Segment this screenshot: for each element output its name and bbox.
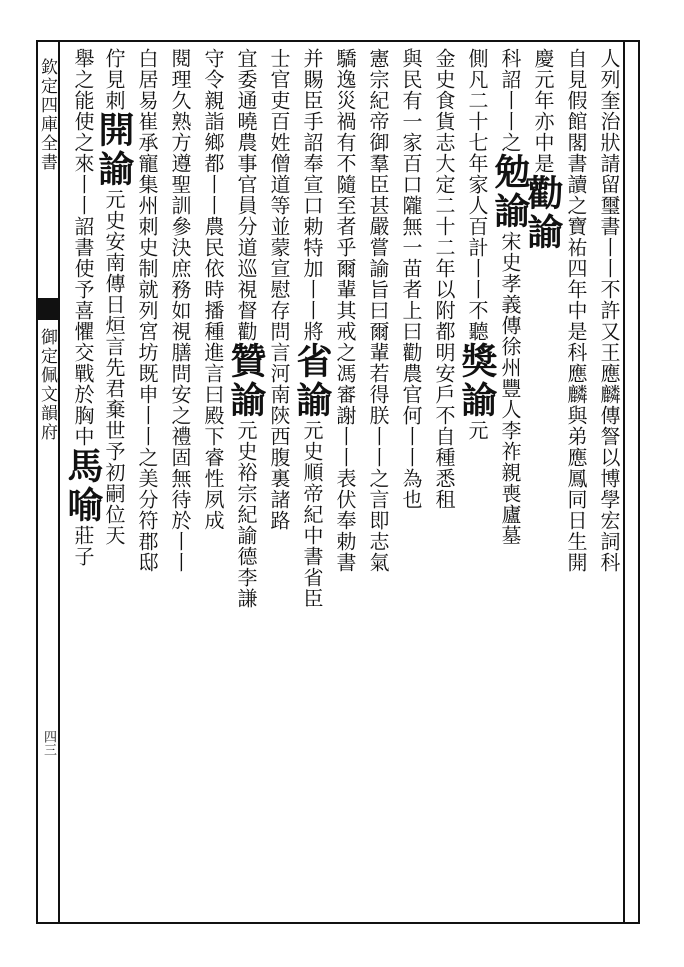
column-2-part-1: 自見假館閣書讀之寶祐四年中是科應麟與弟應鳳同日生開 bbox=[564, 48, 588, 573]
column-8-part-1: 憲宗紀帝御羣臣甚嚴嘗諭旨曰爾輩若得朕丨丨之言即志氣 bbox=[366, 48, 390, 573]
column-17-part-1: 舉之能 bbox=[71, 48, 95, 111]
column-16-part-1: 佇見刺 bbox=[102, 48, 126, 111]
column-10-part-2: 省諭 bbox=[291, 342, 333, 420]
column-17-part-3: 馬喻 bbox=[62, 447, 104, 525]
column-9-part-1: 驕逸災禍有不隨至者乎爾輩其戒之馮審謝丨丨表伏奉勅書 bbox=[333, 48, 357, 573]
column-4-part-2: 勉諭 bbox=[489, 153, 531, 231]
column-13-part-1: 守令親詣鄉都丨丨農民依時播種 bbox=[201, 48, 225, 342]
column-16-part-2: 開諭 bbox=[93, 111, 135, 189]
column-5-part-3: 元 bbox=[465, 420, 489, 441]
column-12-part-3: 元史裕宗紀諭德李謙 bbox=[234, 420, 258, 609]
column-3-part-2: 勸諭 bbox=[522, 174, 564, 252]
column-12-part-1: 宜委通曉農事官員分道巡視督勸 bbox=[234, 48, 258, 342]
column-17-part-2: 使之來丨丨詔書使予喜懼交戰於胸中 bbox=[71, 111, 95, 447]
column-3-part-1: 慶元年亦中是 bbox=[531, 48, 555, 174]
column-11-part-1: 士官吏百姓僧道等並蒙宣慰存問 bbox=[267, 48, 291, 342]
column-5-part-1: 側凡二十七年家人百計丨丨不聽 bbox=[465, 48, 489, 342]
column-7-part-1: 與民有一家百口隴無一苗者上曰勸農官何丨丨為也 bbox=[399, 48, 423, 510]
column-6-part-1: 金史食貨志大定二十二年以附都明安戶不自種悉租 bbox=[432, 48, 456, 510]
column-12-part-2: 贊諭 bbox=[225, 342, 267, 420]
fishtail-mark bbox=[36, 298, 60, 320]
column-4-part-3: 宋史孝義傳徐州豐人李祚親喪廬墓 bbox=[498, 231, 522, 546]
column-14-part-1: 閱理久熟方遵聖訓參決庶務如視膳問安之禮固無待於丨丨 bbox=[168, 48, 192, 573]
column-5-part-2: 獎諭 bbox=[456, 342, 498, 420]
column-10-part-3: 元史順帝紀中書省臣 bbox=[300, 420, 324, 609]
column-1-part-1: 人列奎治狀請留璽書丨丨不許又王應麟傳詧以博學宏詞科 bbox=[597, 48, 621, 573]
column-4-part-1: 科詔丨丨之 bbox=[498, 48, 522, 153]
column-13-part-2: 進言曰殿下睿性夙成 bbox=[201, 342, 225, 531]
column-17-part-4: 莊子 bbox=[71, 525, 95, 567]
margin-title-top: 欽定四庫全書 bbox=[37, 58, 57, 172]
column-10-part-1: 并賜臣手詔奉宣口勅特加丨丨將 bbox=[300, 48, 324, 342]
column-16-part-3: 元史安南傳日烜言先君棄世予初嗣位天 bbox=[102, 189, 126, 546]
margin-title-bottom: 御定佩文韻府 bbox=[37, 328, 57, 442]
page-number: 四三 bbox=[41, 730, 56, 756]
text-column-17 bbox=[60, 48, 106, 916]
column-15-part-1: 白居易崔承寵集州刺史制就列宮坊既申丨丨之美分符郡邸 bbox=[135, 48, 159, 573]
column-11-part-2: 言河南陝西腹裏諸路 bbox=[267, 342, 291, 531]
